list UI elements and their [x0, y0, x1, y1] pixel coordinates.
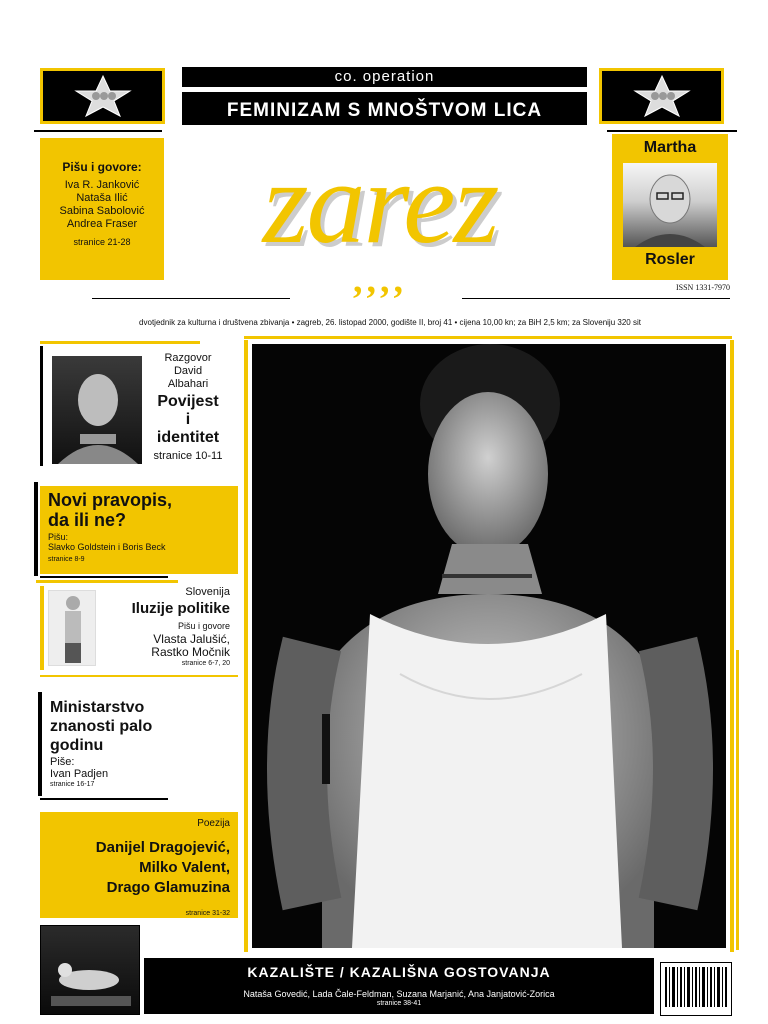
title-line: identitet — [156, 429, 220, 446]
rule — [36, 580, 178, 583]
title-line: Povijest — [157, 393, 219, 410]
article-title — [142, 393, 234, 447]
byline-label: Piše: — [50, 756, 75, 768]
rule — [40, 576, 168, 578]
rule — [40, 346, 43, 466]
poet-name: Milko Valent, — [139, 859, 230, 876]
contributor-name: Andrea Fraser — [66, 218, 138, 230]
poet-list — [40, 838, 230, 898]
article-kicker: Slovenija — [185, 586, 230, 598]
article-title: Iluzije politike — [131, 600, 230, 617]
footer-title: KAZALIŠTE / KAZALIŠNA GOSTOVANJA — [247, 964, 551, 980]
feature-name-last: Rosler — [645, 251, 695, 268]
article-title — [50, 698, 235, 755]
contributor-name: Iva R. Janković — [64, 179, 140, 191]
article-box-pravopis — [40, 486, 238, 574]
tagline-bar: co. operation — [182, 67, 587, 87]
page-ref: stranice 6-7, 20 — [181, 660, 230, 667]
cover-photo — [252, 344, 726, 948]
poet-name: Drago Glamuzina — [106, 879, 230, 896]
byline-label: Pišu i govore — [177, 621, 230, 631]
page-ref: stranice 8-9 — [48, 556, 85, 563]
title-line: znanosti palo — [50, 718, 153, 735]
poet-name: Danijel Dragojević, — [95, 839, 230, 856]
cover-headline: FEMINIZAM S MNOŠTVOM LICA — [182, 92, 587, 125]
kicker-text: David — [173, 365, 203, 377]
figure-icon — [41, 926, 139, 1014]
barcode — [660, 962, 732, 1016]
footer-banner — [144, 958, 654, 1014]
page-ref: stranice 16-17 — [50, 781, 95, 788]
title-line: Ministarstvo — [50, 699, 145, 716]
byline-authors: Slavko Goldstein i Boris Beck — [48, 542, 166, 552]
rule — [244, 340, 248, 952]
article-kicker — [146, 352, 230, 391]
page-ref: stranice 10-11 — [153, 450, 223, 462]
article-kicker: Poezija — [197, 818, 230, 829]
logo-commas: ,,,, — [353, 259, 407, 301]
title-line: godinu — [50, 737, 104, 754]
page-ref: stranice 31-32 — [185, 910, 230, 917]
footer-authors: Nataša Govedić, Lada Čale-Feldman, Suzana Marjanić, Ana Janjatović-Zorica — [243, 989, 555, 999]
byline-author: Vlasta Jalušić, — [153, 632, 230, 646]
portrait-photo — [623, 163, 717, 247]
contributors-title: Pišu i govore: — [62, 160, 142, 174]
contributor-name: Sabina Sabolović — [59, 205, 145, 217]
rule — [736, 650, 739, 950]
star-icon — [617, 74, 707, 118]
feature-name-first: Martha — [643, 139, 697, 156]
byline-label: Pišu: — [48, 532, 69, 542]
person-icon — [49, 591, 95, 665]
rule — [244, 336, 732, 339]
page-ref: stranice 21-28 — [73, 237, 131, 247]
rule — [38, 692, 42, 796]
rule — [40, 341, 200, 344]
contributor-name: Nataša Ilić — [76, 192, 128, 204]
barcode-icon — [661, 963, 731, 1015]
byline-author: Ivan Padjen — [50, 768, 109, 780]
kicker-text: Razgovor — [164, 352, 212, 364]
rule — [462, 298, 730, 299]
star-emblem-left — [40, 68, 165, 124]
kicker-text: Albahari — [167, 378, 209, 390]
portrait-photo — [52, 356, 142, 464]
title-line: i — [185, 411, 191, 428]
person-icon — [623, 163, 717, 247]
star-icon — [58, 74, 148, 118]
rule — [34, 482, 38, 576]
masthead-logo: zarez — [262, 137, 498, 268]
divider — [607, 130, 737, 132]
byline-author: Rastko Močnik — [151, 645, 230, 659]
rule — [40, 675, 238, 677]
rule — [40, 798, 168, 800]
divider — [34, 130, 162, 132]
masthead-info: dvotjednik za kulturna i društvena zbivanja • zagreb, 26. listopad 2000, godište II, broj 41 • cijena 10,00 kn; za BiH 2,5 km; za Sloveniju 320 sit — [139, 318, 641, 327]
rule — [92, 298, 290, 299]
page-ref: stranice 38-41 — [376, 1000, 422, 1007]
portrait-photo — [48, 590, 96, 666]
issn: ISSN 1331-7970 — [675, 283, 730, 292]
title-line: Novi pravopis, — [48, 490, 173, 510]
star-emblem-right — [599, 68, 724, 124]
rule — [40, 586, 44, 670]
contributors-box — [40, 138, 164, 280]
feature-box-rosler — [612, 134, 728, 280]
person-icon — [52, 356, 142, 464]
theatre-photo-small — [40, 925, 140, 1015]
title-line: da ili ne? — [48, 510, 127, 530]
rule — [730, 340, 734, 952]
actress-figure-icon — [252, 344, 726, 948]
